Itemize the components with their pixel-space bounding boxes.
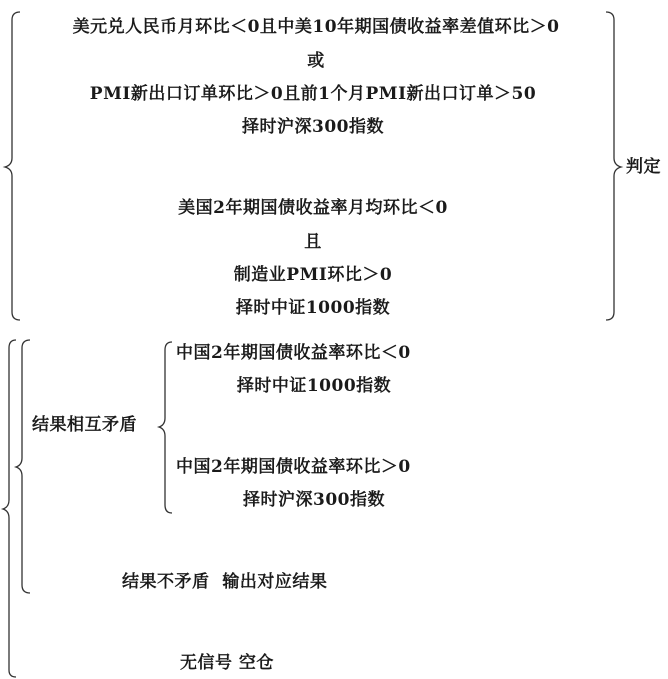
china-result-csi1000: 择时中证1000指数 [236,376,392,396]
condition-us2y: 美国2年期国债收益率月均环比＜0 [178,198,448,218]
top-left-brace [5,12,20,320]
judge-label: 判定 [626,157,661,177]
china-cond-negative: 中国2年期国债收益率环比＜0 [176,343,411,363]
china-cond-positive: 中国2年期国债收益率环比＞0 [176,457,411,477]
bottom-outer-brace [3,340,16,677]
china-result-csi300: 择时沪深300指数 [243,490,385,510]
bottom-inner-brace [16,340,30,593]
or-connector: 或 [307,51,325,71]
condition-pmi-export: PMI新出口订单环比＞0且前1个月PMI新出口订单＞50 [89,84,537,104]
condition-usdcny-spread: 美元兑人民币月环比＜0且中美10年期国债收益率差值环比＞0 [72,17,560,37]
no-conflict-output: 结果不矛盾 输出对应结果 [122,572,328,592]
condition-mfg-pmi: 制造业PMI环比＞0 [233,265,393,285]
top-right-brace [606,12,621,320]
conflict-sub-brace [159,342,172,513]
conflict-label: 结果相互矛盾 [32,415,137,435]
result-csi300: 择时沪深300指数 [242,117,384,137]
and-connector: 且 [304,232,322,252]
result-csi1000: 择时中证1000指数 [235,298,391,318]
no-signal-empty-position: 无信号 空仓 [180,653,274,673]
